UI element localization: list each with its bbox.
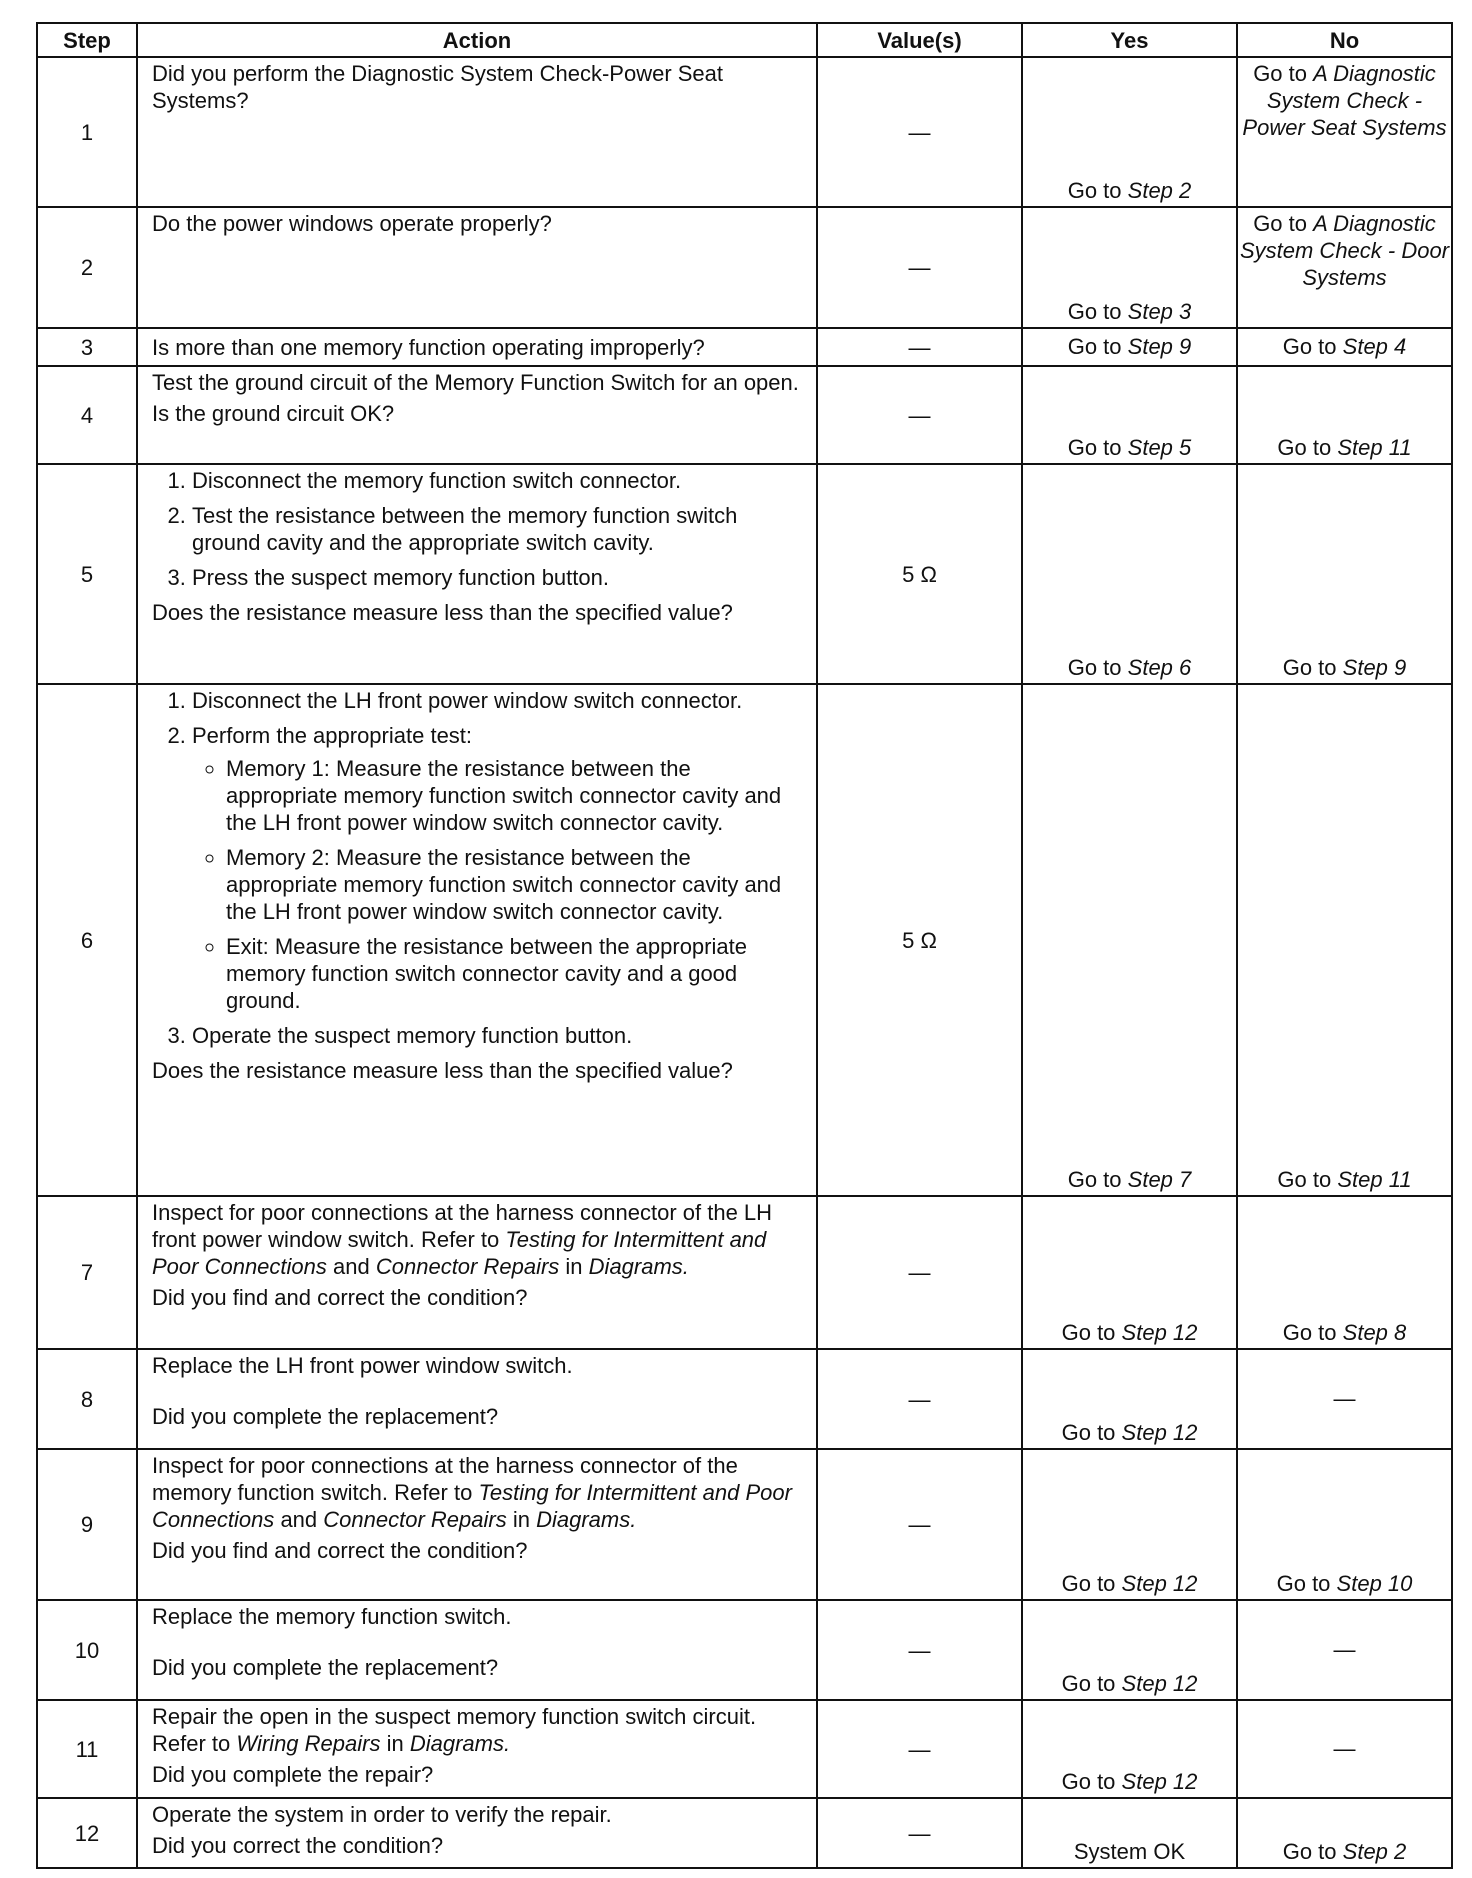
procedure-list [152, 467, 806, 591]
no-cell: Go to Step 8 [1237, 1196, 1452, 1349]
value-cell: — [817, 1700, 1022, 1798]
yes-cell: Go to Step 6 [1022, 464, 1237, 684]
table-row [37, 1196, 1452, 1349]
step-ref: Step 11 [1337, 435, 1412, 460]
step-ref: Step 2 [1342, 1839, 1407, 1864]
action-cell [137, 366, 817, 464]
doc-ref: Diagrams. [536, 1507, 637, 1532]
action-cell [137, 1196, 817, 1349]
diagnostic-table [36, 22, 1453, 1869]
yes-cell: Go to Step 12 [1022, 1196, 1237, 1349]
table-row [37, 57, 1452, 207]
action-text: Test the ground circuit of the Memory Function Switch for an open. [152, 370, 799, 395]
list-item: 3. Operate the suspect memory function button. [192, 1022, 806, 1049]
yes-cell: Go to Step 12 [1022, 1449, 1237, 1600]
step-number: 2 [37, 207, 137, 328]
yes-cell: Go to Step 7 [1022, 684, 1237, 1196]
action-cell [137, 464, 817, 684]
procedure-list [152, 687, 806, 1049]
action-question: Did you correct the condition? [152, 1833, 444, 1858]
bullet-item: ◦ Memory 2: Measure the resistance between the appropriate memory function switch connector cavity and the LH front power window switch connector cavity. [226, 844, 806, 925]
action-cell [137, 1600, 817, 1700]
step-number: 4 [37, 366, 137, 464]
bullet-item: ◦ Exit: Measure the resistance between the appropriate memory function switch connector cavity and a good ground. [226, 933, 806, 1014]
step-ref: Step 4 [1342, 333, 1407, 359]
action-cell [137, 1349, 817, 1449]
step-ref: Step 2 [1127, 178, 1192, 203]
action-cell [137, 684, 817, 1196]
yes-cell: Go to Step 3 [1022, 207, 1237, 328]
no-cell: Go to Step 11 [1237, 684, 1452, 1196]
table-row [37, 684, 1452, 1196]
table-row [37, 1700, 1452, 1798]
doc-ref: Testing for Intermittent and Poor Connections [152, 1227, 767, 1279]
step-ref: Step 9 [1127, 333, 1192, 359]
value-cell: — [817, 57, 1022, 207]
step-ref: Step 10 [1336, 1571, 1413, 1596]
no-cell: Go to A Diagnostic System Check - Power Seat Systems [1237, 57, 1452, 207]
doc-ref: Connector Repairs [375, 1254, 560, 1279]
step-ref: Step 12 [1121, 1571, 1198, 1596]
header-step: Step [37, 23, 137, 57]
value-cell: — [817, 1349, 1022, 1449]
step-ref: Step 5 [1127, 435, 1192, 460]
step-ref: Step 3 [1127, 299, 1192, 324]
action-question: Is the ground circuit OK? [152, 401, 395, 426]
action-question: Did you complete the repair? [152, 1762, 434, 1787]
step-number: 6 [37, 684, 137, 1196]
step-ref: Step 9 [1342, 655, 1407, 680]
yes-cell: Go to Step 5 [1022, 366, 1237, 464]
action-cell [137, 328, 817, 366]
header-values: Value(s) [817, 23, 1022, 57]
step-number: 10 [37, 1600, 137, 1700]
table-row [37, 207, 1452, 328]
yes-cell: Go to Step 2 [1022, 57, 1237, 207]
table-row [37, 464, 1452, 684]
table-row [37, 1449, 1452, 1600]
action-cell [137, 1700, 817, 1798]
no-cell: Go to Step 10 [1237, 1449, 1452, 1600]
value-cell: — [817, 1600, 1022, 1700]
action-text: Is more than one memory function operating improperly? [152, 334, 705, 360]
step-number: 12 [37, 1798, 137, 1868]
yes-cell: System OK [1022, 1798, 1237, 1868]
value-cell: — [817, 328, 1022, 366]
action-text: Repair the open in the suspect memory function switch circuit. Refer to Wiring Repairs in Diagrams. [152, 1704, 757, 1756]
no-cell: — [1237, 1600, 1452, 1700]
value-cell: — [817, 1798, 1022, 1868]
list-item: 1. Disconnect the LH front power window switch connector. [192, 687, 806, 714]
no-cell: Go to Step 4 [1237, 328, 1452, 366]
table-row [37, 1349, 1452, 1449]
no-cell: Go to Step 9 [1237, 464, 1452, 684]
header-yes: Yes [1022, 23, 1237, 57]
table-row [37, 328, 1452, 366]
action-text: Do the power windows operate properly? [152, 211, 552, 236]
step-ref: Step 12 [1121, 1320, 1198, 1345]
no-cell: Go to A Diagnostic System Check - Door Systems [1237, 207, 1452, 328]
action-question: Did you complete the replacement? [152, 1655, 499, 1680]
table-row [37, 1798, 1452, 1868]
list-item: 1. Disconnect the memory function switch connector. [192, 467, 806, 494]
step-number: 7 [37, 1196, 137, 1349]
action-question: Does the resistance measure less than the specified value? [152, 600, 733, 625]
action-text: Inspect for poor connections at the harness connector of the memory function switch. Refer to Testing for Intermittent and Poor Connections and Connector Repairs in Diagrams. [152, 1453, 792, 1532]
step-ref: Step 11 [1337, 1167, 1412, 1192]
step-ref: Step 12 [1121, 1420, 1198, 1445]
step-ref: Step 12 [1121, 1769, 1198, 1794]
no-cell: — [1237, 1700, 1452, 1798]
doc-ref: Connector Repairs [323, 1507, 507, 1532]
action-question: Does the resistance measure less than the specified value? [152, 1058, 733, 1083]
action-text: Replace the LH front power window switch. [152, 1353, 573, 1378]
yes-cell: Go to Step 12 [1022, 1600, 1237, 1700]
action-question: Did you find and correct the condition? [152, 1285, 528, 1310]
bullet-list [192, 755, 806, 1014]
procedure-ref: A Diagnostic System Check - Power Seat Systems [1242, 61, 1447, 140]
action-cell [137, 1449, 817, 1600]
doc-ref: Diagrams. [409, 1731, 511, 1756]
value-cell: 5 Ω [817, 464, 1022, 684]
doc-ref: Wiring Repairs [236, 1731, 381, 1756]
yes-cell: Go to Step 12 [1022, 1700, 1237, 1798]
step-number: 1 [37, 57, 137, 207]
value-cell: — [817, 366, 1022, 464]
action-text: Did you perform the Diagnostic System Check-Power Seat Systems? [152, 61, 724, 113]
step-ref: Step 7 [1127, 1167, 1192, 1192]
step-number: 3 [37, 328, 137, 366]
header-no: No [1237, 23, 1452, 57]
action-text: Inspect for poor connections at the harness connector of the LH front power window switch. Refer to Testing for Intermittent and Poor Connections and Connector Repairs in Diagrams. [152, 1200, 773, 1279]
step-number: 11 [37, 1700, 137, 1798]
doc-ref: Diagrams. [588, 1254, 689, 1279]
value-cell: 5 Ω [817, 684, 1022, 1196]
step-number: 5 [37, 464, 137, 684]
list-item: 2. Perform the appropriate test: ◦ Memory 1: Measure the resistance between the appropriate memory function switch connector cavity and the LH front power window switch connector cavity. ◦ Memory 2: Measure the resistance between the appropriate memory function switch connector cavity and the LH front power window switch connector cavity. ◦ Exit: Measure the resistance between the appropriate memory function switch connector cavity and a good ground. [192, 722, 806, 1014]
action-cell [137, 57, 817, 207]
table-row [37, 366, 1452, 464]
procedure-ref: A Diagnostic System Check - Door Systems [1239, 211, 1450, 290]
step-ref: Step 8 [1342, 1320, 1407, 1345]
list-item: 2. Test the resistance between the memory function switch ground cavity and the appropriate switch cavity. [192, 502, 806, 556]
table-row [37, 1600, 1452, 1700]
action-question: Did you find and correct the condition? [152, 1538, 528, 1563]
action-text: Operate the system in order to verify the repair. [152, 1802, 612, 1827]
bullet-item: ◦ Memory 1: Measure the resistance between the appropriate memory function switch connector cavity and the LH front power window switch connector cavity. [226, 755, 806, 836]
action-text: Replace the memory function switch. [152, 1604, 512, 1629]
list-item: 3. Press the suspect memory function button. [192, 564, 806, 591]
step-number: 8 [37, 1349, 137, 1449]
action-cell [137, 1798, 817, 1868]
doc-ref: Testing for Intermittent and Poor Connections [152, 1480, 792, 1532]
value-cell: — [817, 1196, 1022, 1349]
header-action: Action [137, 23, 817, 57]
value-cell: — [817, 207, 1022, 328]
no-cell: — [1237, 1349, 1452, 1449]
step-ref: Step 6 [1127, 655, 1192, 680]
yes-cell: Go to Step 9 [1022, 328, 1237, 366]
yes-cell: Go to Step 12 [1022, 1349, 1237, 1449]
step-number: 9 [37, 1449, 137, 1600]
action-cell [137, 207, 817, 328]
value-cell: — [817, 1449, 1022, 1600]
header-row [37, 23, 1452, 57]
no-cell: Go to Step 11 [1237, 366, 1452, 464]
no-cell: Go to Step 2 [1237, 1798, 1452, 1868]
action-question: Did you complete the replacement? [152, 1404, 499, 1429]
step-ref: Step 12 [1121, 1671, 1198, 1696]
